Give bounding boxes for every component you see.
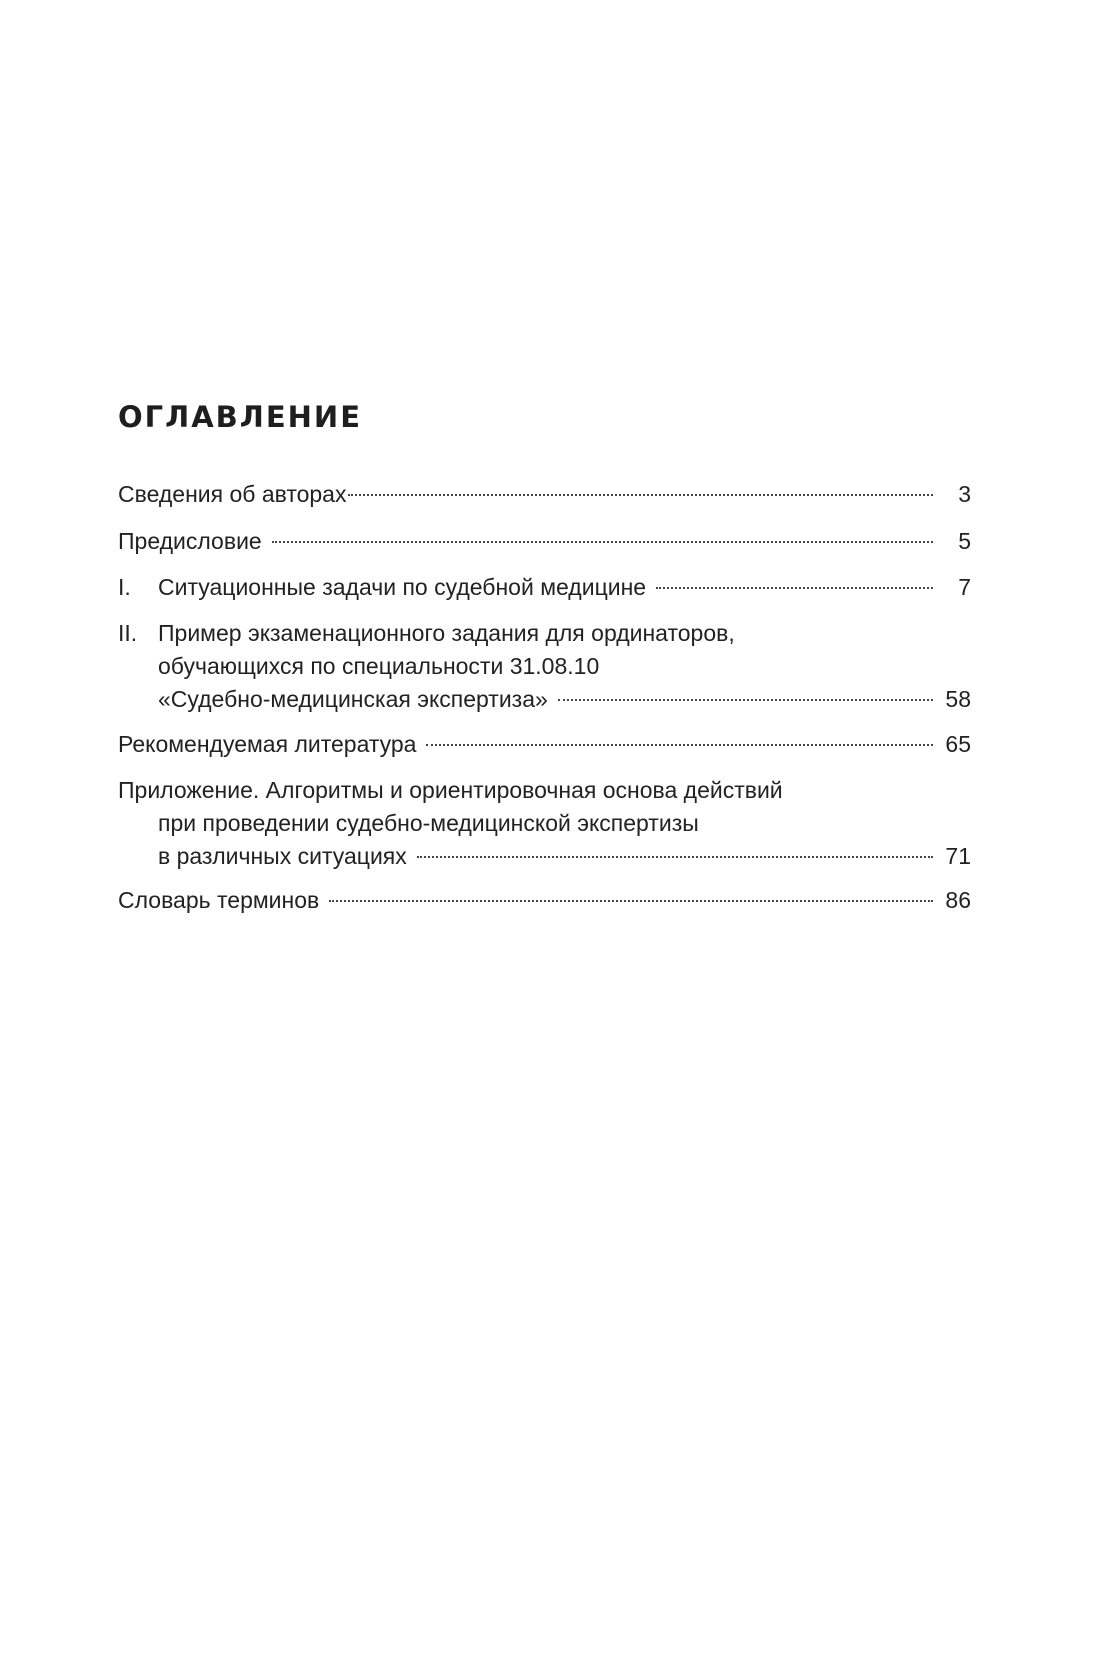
toc-page-number: 58 xyxy=(945,686,971,712)
toc-entry-authors xyxy=(118,478,971,511)
toc-entry-text: Сведения об авторах xyxy=(118,481,347,507)
toc-entry-text: обучающихся по специальности 31.08.10 xyxy=(158,653,600,679)
toc-entry-section-1 xyxy=(118,571,971,604)
toc-page-number: 3 xyxy=(958,481,971,507)
toc-page-number: 71 xyxy=(945,843,971,869)
toc-line xyxy=(118,728,971,761)
dot-leader xyxy=(426,744,933,746)
dot-leader xyxy=(656,587,933,589)
toc-line xyxy=(118,840,971,873)
toc-entry-literature xyxy=(118,728,971,761)
toc-entry-text: Ситуационные задачи по судебной медицине xyxy=(158,574,647,600)
toc-line xyxy=(118,571,971,604)
dot-leader xyxy=(417,856,933,858)
toc-line xyxy=(118,774,971,807)
dot-leader xyxy=(558,699,933,701)
page-title: ОГЛАВЛЕНИЕ xyxy=(118,400,363,434)
dot-leader xyxy=(348,494,933,496)
toc-line xyxy=(118,650,971,683)
dot-leader xyxy=(329,900,933,902)
toc-line xyxy=(118,478,971,511)
toc-entry-text: Рекомендуемая литература xyxy=(118,731,417,757)
toc-line xyxy=(118,807,971,840)
toc-entry-text: Пример экзаменационного задания для ординаторов, xyxy=(158,620,735,646)
toc-entry-text: в различных ситуациях xyxy=(158,843,407,869)
toc-entry-text: Предисловие xyxy=(118,528,262,554)
toc-line xyxy=(118,617,971,650)
toc-line xyxy=(118,683,971,716)
toc-entry-appendix xyxy=(118,774,971,873)
toc-entry-text: при проведении судебно-медицинской экспертизы xyxy=(158,810,699,836)
toc-entry-preface xyxy=(118,525,971,558)
toc-page-number: 86 xyxy=(945,887,971,913)
toc-entry-section-2 xyxy=(118,617,971,716)
toc-page-number: 7 xyxy=(958,574,971,600)
toc-section-number: II. xyxy=(118,620,138,646)
toc-line xyxy=(118,525,971,558)
toc-entry-text: Словарь терминов xyxy=(118,887,320,913)
toc-entry-text: Приложение. Алгоритмы и ориентировочная основа действий xyxy=(118,777,783,803)
toc-page-number: 5 xyxy=(958,528,971,554)
toc-page-number: 65 xyxy=(945,731,971,757)
toc-entry-glossary xyxy=(118,884,971,917)
toc-section-number: I. xyxy=(118,574,131,600)
toc-entry-text: «Судебно-медицинская экспертиза» xyxy=(158,686,548,712)
toc-line xyxy=(118,884,971,917)
dot-leader xyxy=(272,541,933,543)
